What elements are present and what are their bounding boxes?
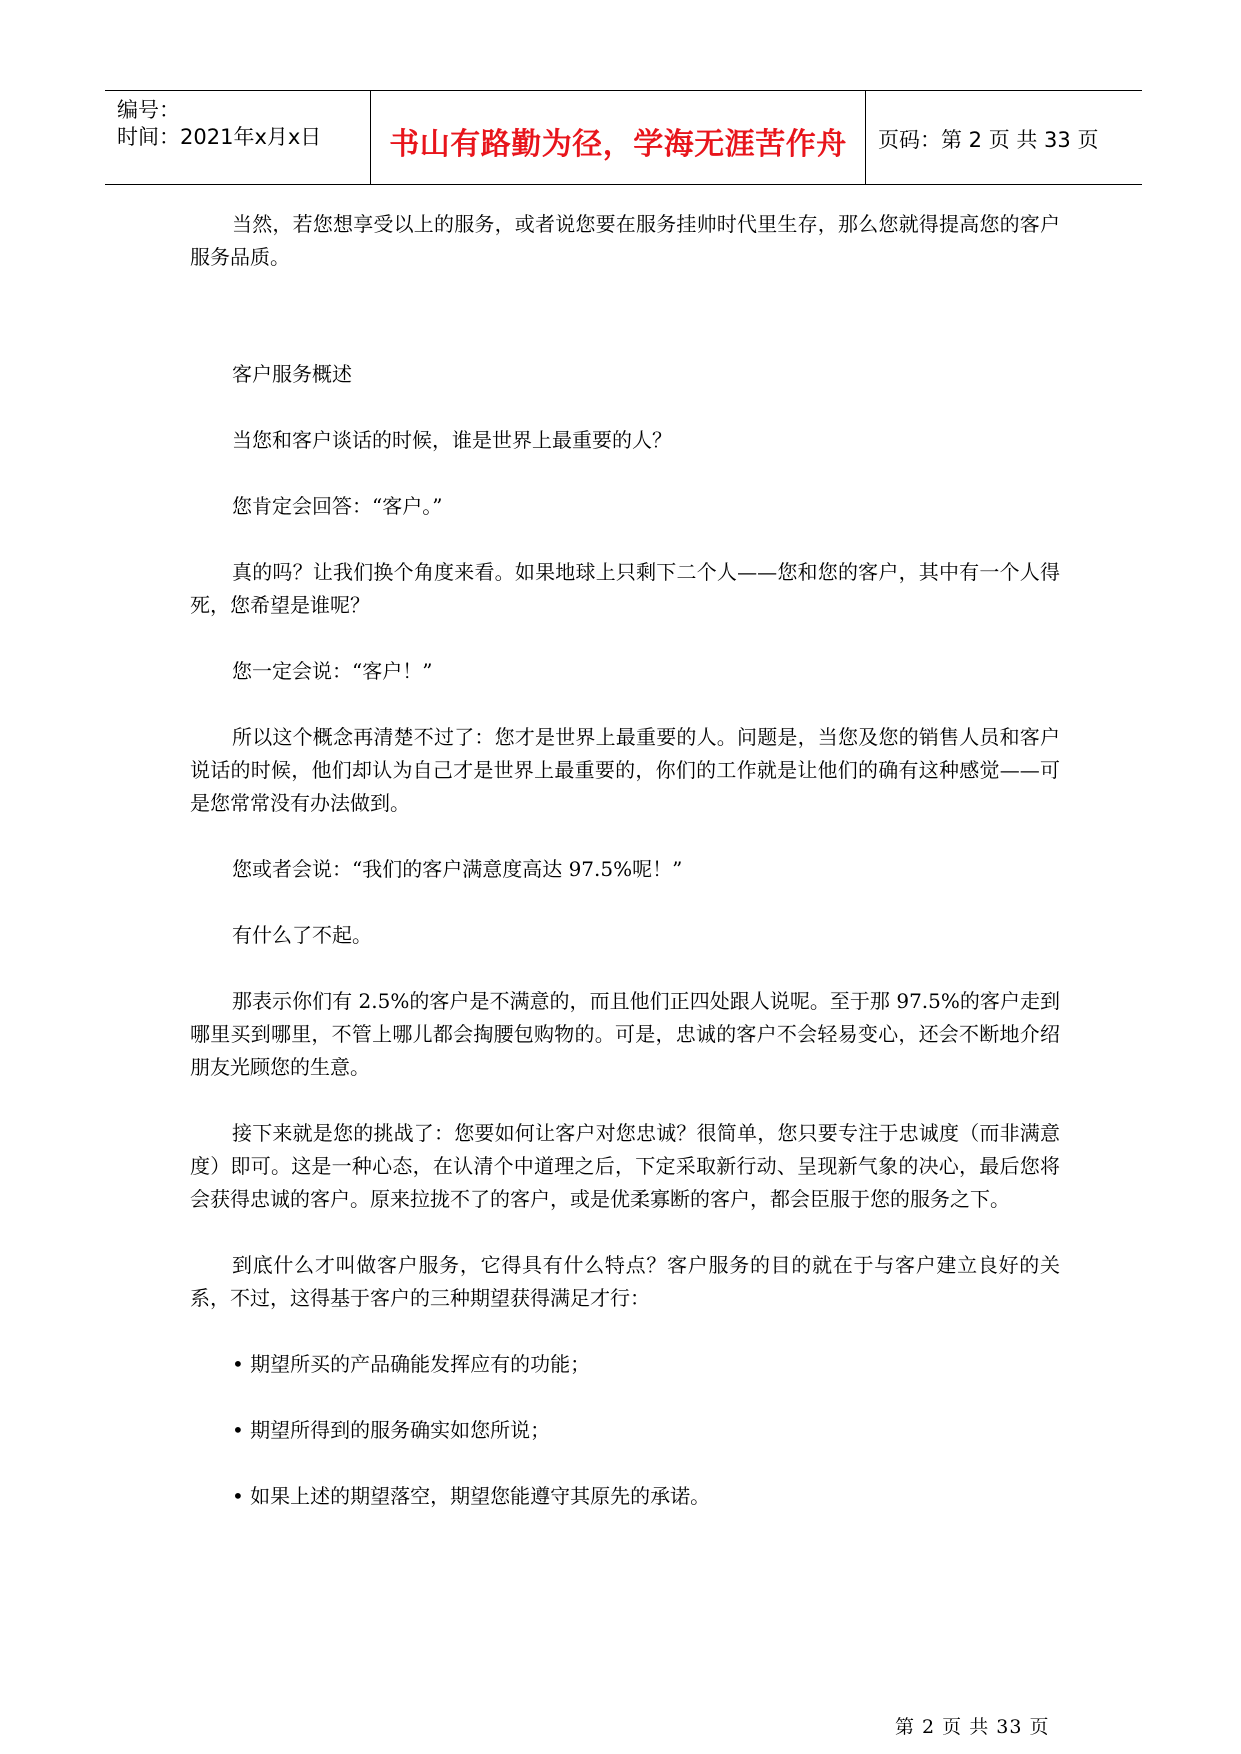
header-page-info: 页码：第 2 页 共 33 页 <box>878 128 1099 152</box>
bullet-item: • 期望所得到的服务确实如您所说； <box>232 1418 551 1442</box>
paragraph: 您一定会说：“客户！” <box>232 659 433 683</box>
paragraph: 那表示你们有 2.5%的客户是不满意的，而且他们正四处跟人说呢。至于那 97.5%的客户走到哪里买到哪里，不管上哪儿都会掏腰包购物的。可是，忠诚的客户不会轻易变心，还会不断地介绍朋友光顾您的生意。 <box>190 989 1060 1079</box>
motto-text: 书山有路勤为径，学海无涯苦作舟 <box>389 127 847 162</box>
paragraph: 当然，若您想享受以上的服务，或者说您要在服务挂帅时代里生存，那么您就得提高您的客户服务品质。 <box>190 212 1060 269</box>
paragraph: 您肯定会回答：“客户。” <box>232 494 443 518</box>
number-label: 编号： <box>117 98 180 122</box>
footer-page-number: 第 2 页 共 33 页 <box>895 1716 1050 1738</box>
section-title: 客户服务概述 <box>232 362 352 386</box>
paragraph: 所以这个概念再清楚不过了：您才是世界上最重要的人。问题是，当您及您的销售人员和客户说话的时候，他们却认为自己才是世界上最重要的，你们的工作就是让他们的确有这种感觉——可是您常常没有办法做到。 <box>190 725 1060 815</box>
paragraph: 真的吗？让我们换个角度来看。如果地球上只剩下二个人——您和您的客户，其中有一个人得死，您希望是谁呢？ <box>190 560 1060 617</box>
paragraph: 有什么了不起。 <box>232 923 372 947</box>
header-middle-cell <box>371 91 866 184</box>
bullet-item: • 期望所买的产品确能发挥应有的功能； <box>232 1352 591 1376</box>
document-body <box>190 208 1060 1513</box>
header-right-cell <box>866 91 1142 184</box>
paragraph: 接下来就是您的挑战了：您要如何让客户对您忠诚？很简单，您只要专注于忠诚度（而非满意度）即可。这是一种心态，在认清个中道理之后，下定采取新行动、呈现新气象的决心，最后您将会获得忠诚的客户。原来拉拢不了的客户，或是优柔寡断的客户，都会臣服于您的服务之下。 <box>190 1121 1060 1211</box>
bullet-item: • 如果上述的期望落空，期望您能遵守其原先的承诺。 <box>232 1484 711 1508</box>
paragraph: 到底什么才叫做客户服务，它得具有什么特点？客户服务的目的就在于与客户建立良好的关系，不过，这得基于客户的三种期望获得满足才行： <box>190 1253 1060 1310</box>
paragraph: 当您和客户谈话的时候，谁是世界上最重要的人？ <box>232 428 672 452</box>
document-header <box>105 90 1142 185</box>
header-left-cell <box>105 91 371 184</box>
paragraph: 您或者会说：“我们的客户满意度高达 97.5%呢！” <box>232 857 683 881</box>
time-label: 时间：2021年x月x日 <box>117 125 322 149</box>
